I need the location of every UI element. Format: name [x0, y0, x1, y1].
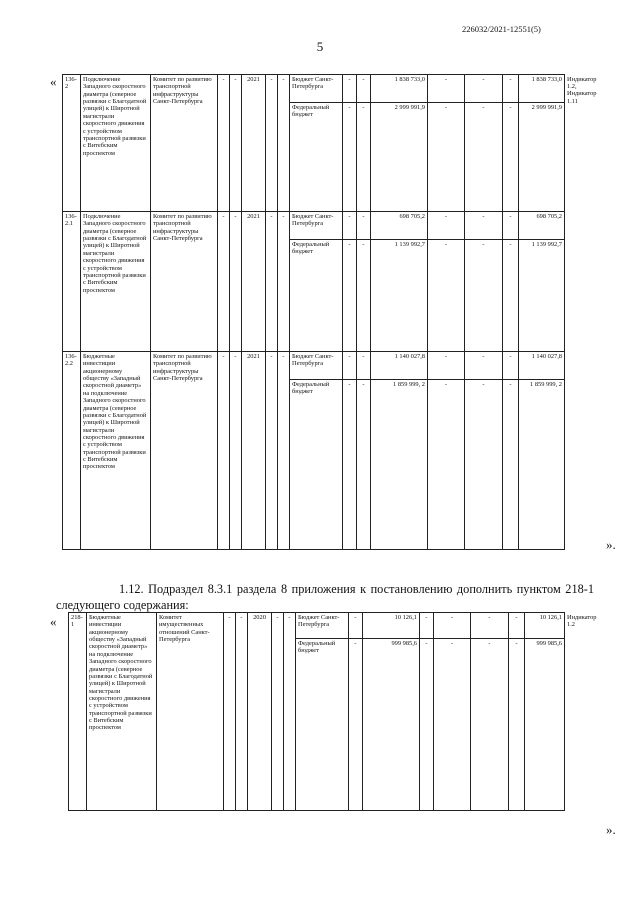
cell: -	[465, 240, 503, 352]
cell: -	[349, 613, 363, 639]
cell: -	[428, 212, 465, 240]
cell: -	[266, 75, 278, 212]
cell: -	[266, 352, 278, 550]
cell: -	[465, 212, 503, 240]
cell: -	[224, 613, 236, 811]
cell: -	[503, 352, 519, 380]
year-cell: 2020	[248, 613, 272, 811]
amount-cell: 2 999 991,9	[371, 103, 428, 212]
cell: -	[343, 212, 357, 240]
cell: -	[428, 240, 465, 352]
budget-source: Бюджет Санкт-Петербурга	[290, 212, 343, 240]
total-cell: 2 999 991,9	[519, 103, 565, 212]
notes-cell: Индикатор 1.2, Индикатор 1.11	[567, 75, 597, 105]
notes-cell	[565, 212, 608, 352]
table-row	[69, 613, 608, 639]
cell: -	[218, 212, 230, 352]
notes-cell	[565, 352, 608, 550]
total-cell: 999 985,6	[525, 639, 565, 811]
cell: -	[236, 613, 248, 811]
cell: -	[465, 103, 503, 212]
cell: -	[278, 352, 290, 550]
amount-cell: 698 705,2	[371, 212, 428, 240]
row-code: 136-2.2	[63, 352, 81, 550]
closing-quote-1: ».	[606, 537, 616, 552]
page-number: 5	[316, 39, 324, 54]
amount-cell: 999 985,6	[363, 639, 420, 811]
cell: -	[509, 639, 525, 811]
cell: -	[503, 103, 519, 212]
total-cell: 1 838 733,0	[519, 75, 565, 103]
amount-cell: 1 140 027,8	[371, 352, 428, 380]
cell: -	[230, 212, 242, 352]
budget-source: Бюджет Санкт-Петербурга	[290, 352, 343, 380]
funding-table-1	[62, 74, 608, 550]
cell: -	[349, 639, 363, 811]
cell: -	[357, 352, 371, 380]
cell: -	[471, 639, 509, 811]
amount-cell: 1 139 992,7	[371, 240, 428, 352]
cell: -	[266, 212, 278, 352]
row-code: 136-2	[63, 75, 81, 212]
measure-name: Бюджетные инвестиции акционерному обществу «Западный скоростной диаметр» на подключение Западного скоростного диаметра (северное развязки с Благодатной улицей) к Широтной магистрали скоростного движения с устройством транспортной развязки с Витебским проспектом	[87, 613, 157, 811]
cell: -	[357, 75, 371, 103]
budget-source: Федеральный бюджет	[290, 240, 343, 352]
cell: -	[357, 240, 371, 352]
cell: -	[503, 75, 519, 103]
row-code: 218-1	[69, 613, 87, 811]
cell: -	[218, 75, 230, 212]
cell: -	[503, 240, 519, 352]
notes-cell: Индикатор 1.2	[567, 613, 597, 628]
cell: -	[343, 380, 357, 550]
responsible-agency: Комитет по развитию транспортной инфраструктуры Санкт-Петербурга	[151, 212, 218, 352]
cell: -	[278, 75, 290, 212]
cell: -	[509, 613, 525, 639]
budget-source: Федеральный бюджет	[290, 380, 343, 550]
row-code: 136-2.1	[63, 212, 81, 352]
responsible-agency: Комитет по развитию транспортной инфраструктуры Санкт-Петербурга	[151, 75, 218, 212]
document-number: 226032/2021-12551(5)	[462, 24, 541, 34]
cell: -	[420, 613, 434, 639]
cell: -	[428, 380, 465, 550]
cell: -	[434, 639, 471, 811]
funding-table-2	[68, 612, 608, 811]
total-cell: 698 705,2	[519, 212, 565, 240]
total-cell: 1 139 992,7	[519, 240, 565, 352]
cell: -	[343, 240, 357, 352]
cell: -	[343, 75, 357, 103]
amount-cell: 1 859 999, 2	[371, 380, 428, 550]
measure-name: Подключение Западного скоростного диаметра (северное развязки с Благодатной улицей) к Широтной магистрали скоростного движения с устройством транспортной развязки с Витебским проспектом	[81, 212, 151, 352]
amendment-paragraph: 1.12. Подраздел 8.3.1 раздела 8 приложения к постановлению дополнить пунктом 218-1 следующего содержания:	[56, 582, 594, 613]
year-cell: 2021	[242, 75, 266, 212]
cell: -	[465, 352, 503, 380]
year-cell: 2021	[242, 352, 266, 550]
opening-quote-2: «	[50, 614, 57, 629]
year-cell: 2021	[242, 212, 266, 352]
table-row	[63, 352, 608, 380]
cell: -	[428, 352, 465, 380]
cell: -	[420, 639, 434, 811]
cell: -	[284, 613, 296, 811]
responsible-agency: Комитет по развитию транспортной инфраструктуры Санкт-Петербурга	[151, 352, 218, 550]
cell: -	[471, 613, 509, 639]
cell: -	[343, 352, 357, 380]
cell: -	[230, 352, 242, 550]
cell: -	[218, 352, 230, 550]
budget-source: Федеральный бюджет	[290, 103, 343, 212]
total-cell: 10 126,1	[525, 613, 565, 639]
cell: -	[278, 212, 290, 352]
amount-cell: 1 838 733,0	[371, 75, 428, 103]
cell: -	[465, 75, 503, 103]
total-cell: 1 140 027,8	[519, 352, 565, 380]
measure-name: Подключение Западного скоростного диаметра (северное развязки с Благодатной улицей) к Широтной магистрали скоростного движения с устройством транспортной развязки с Витебским проспектом	[81, 75, 151, 212]
total-cell: 1 859 999, 2	[519, 380, 565, 550]
budget-source: Бюджет Санкт-Петербурга	[290, 75, 343, 103]
amount-cell: 10 126,1	[363, 613, 420, 639]
cell: -	[230, 75, 242, 212]
closing-quote-2: ».	[606, 822, 616, 837]
cell: -	[357, 380, 371, 550]
table-row	[63, 75, 608, 103]
cell: -	[503, 380, 519, 550]
responsible-agency: Комитет имущественных отношений Санкт-Петербурга	[157, 613, 224, 811]
measure-name: Бюджетные инвестиции акционерному обществу «Западный скоростной диаметр» на подключение Западного скоростного диаметра (северное развязки с Благодатной улицей) к Широтной магистрали скоростного движения с устройством транспортной развязки с Витебским проспектом	[81, 352, 151, 550]
budget-source: Федеральный бюджет	[296, 639, 349, 811]
cell: -	[465, 380, 503, 550]
cell: -	[428, 75, 465, 103]
cell: -	[272, 613, 284, 811]
cell: -	[343, 103, 357, 212]
opening-quote-1: «	[50, 74, 57, 89]
cell: -	[434, 613, 471, 639]
table-row	[63, 212, 608, 240]
cell: -	[357, 103, 371, 212]
cell: -	[428, 103, 465, 212]
cell: -	[503, 212, 519, 240]
budget-source: Бюджет Санкт-Петербурга	[296, 613, 349, 639]
cell: -	[357, 212, 371, 240]
